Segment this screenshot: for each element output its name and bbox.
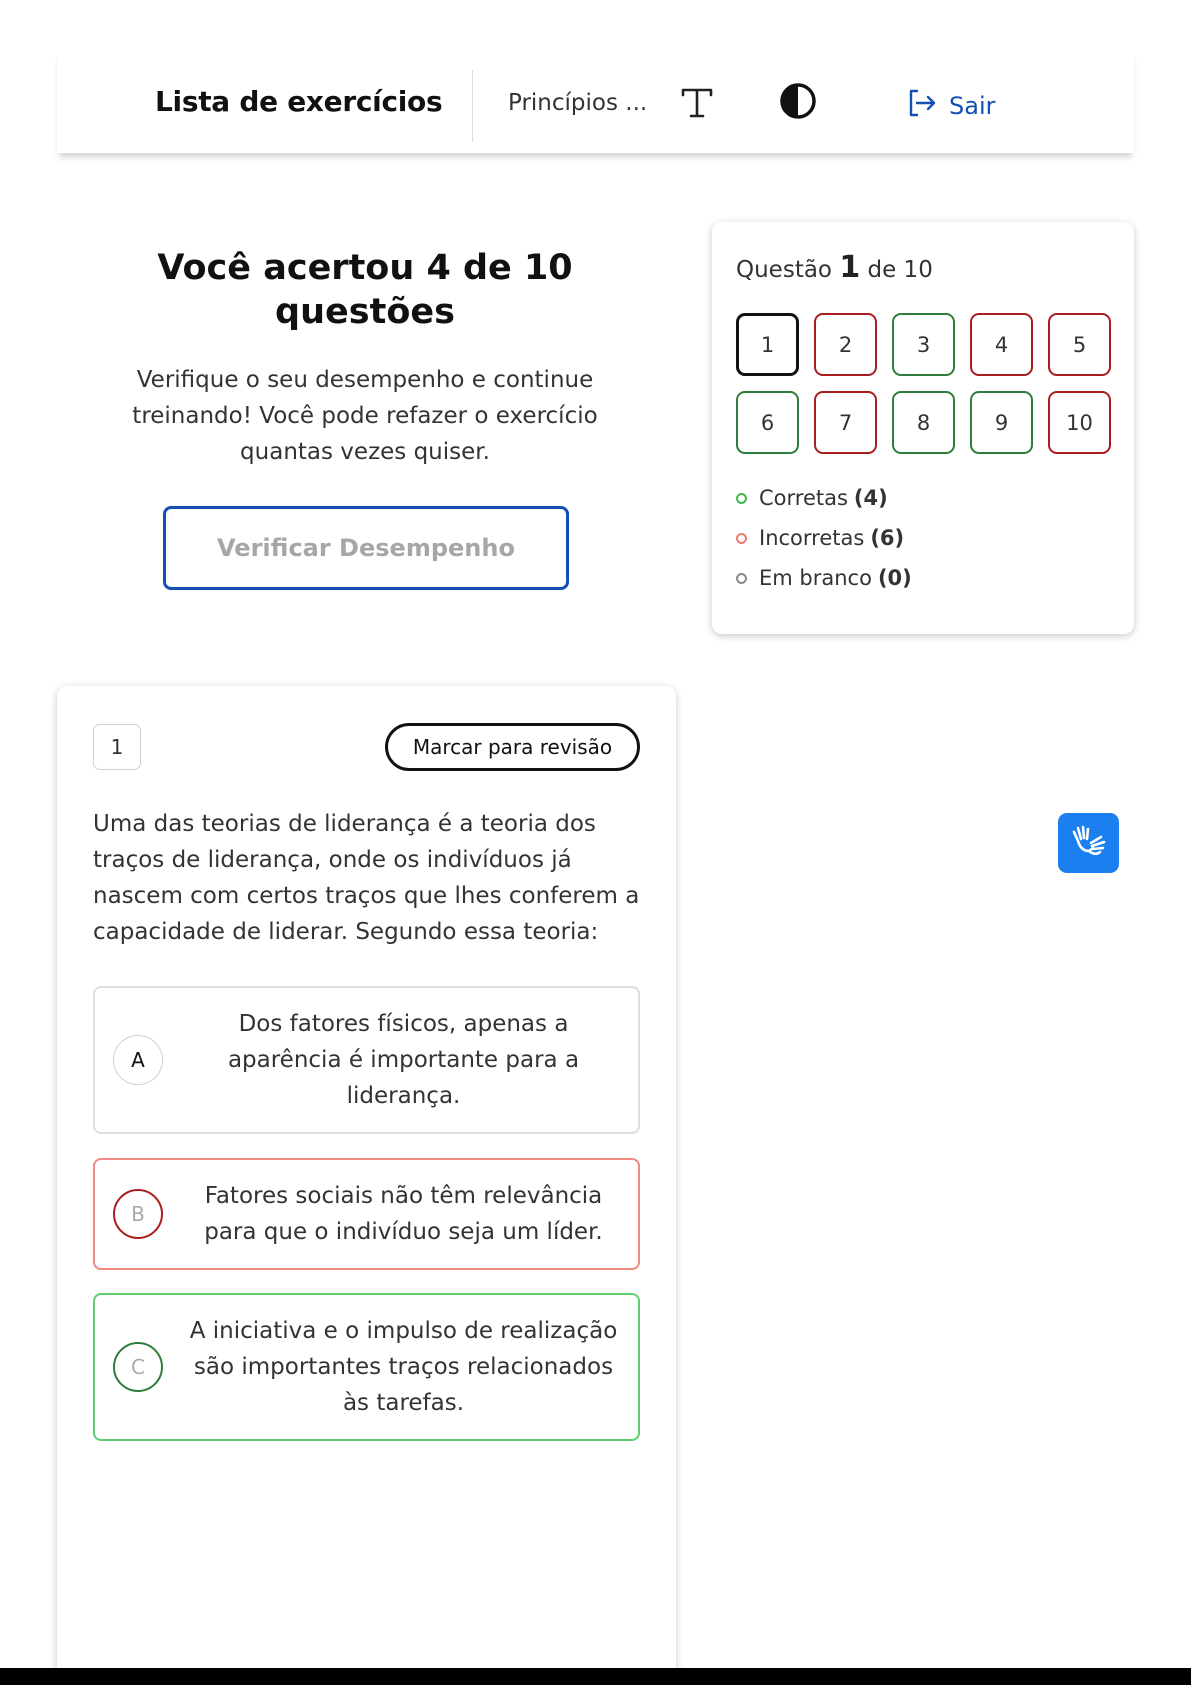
subject-name[interactable]: Princípios ... <box>508 90 648 116</box>
legend-count: (6) <box>870 526 905 550</box>
legend-count: (0) <box>877 566 912 590</box>
contrast-icon[interactable] <box>779 82 817 120</box>
navigator-current: 1 <box>839 250 861 285</box>
legend-label: Corretas <box>759 486 848 510</box>
question-button[interactable]: 1 <box>736 313 799 376</box>
sign-language-icon <box>1069 821 1109 865</box>
legend-incorrect <box>736 518 912 558</box>
option-text: Dos fatores físicos, apenas a aparência é importante para a liderança. <box>227 1011 580 1109</box>
text-size-icon[interactable] <box>680 82 714 122</box>
question-button[interactable]: 7 <box>814 391 877 454</box>
logout-icon <box>905 86 939 126</box>
option-letter: A <box>113 1035 163 1085</box>
verify-performance-button[interactable]: Verificar Desempenho <box>163 506 569 590</box>
legend-label: Em branco <box>759 566 872 590</box>
mark-review-button[interactable]: Marcar para revisão <box>385 723 640 771</box>
sign-language-button[interactable] <box>1058 813 1119 873</box>
question-button[interactable]: 6 <box>736 391 799 454</box>
question-button[interactable]: 2 <box>814 313 877 376</box>
option-text: Fatores sociais não têm relevância para que o indivíduo seja um líder. <box>204 1183 603 1245</box>
page-title: Lista de exercícios <box>155 85 443 118</box>
question-button[interactable]: 8 <box>892 391 955 454</box>
navigator-suffix: de 10 <box>867 257 933 283</box>
result-description: Verifique o seu desempenho e continue treinando! Você pode refazer o exercício quantas vezes quiser. <box>132 367 598 465</box>
bottom-bar <box>0 1668 1191 1685</box>
navigator-prefix: Questão <box>736 257 832 283</box>
option-letter: B <box>113 1189 163 1239</box>
legend-correct <box>736 478 912 518</box>
legend-dot <box>736 533 747 544</box>
legend-dot <box>736 493 747 504</box>
header-divider <box>472 70 473 142</box>
question-card <box>57 686 676 1685</box>
question-number-badge: 1 <box>93 724 141 770</box>
question-navigator <box>712 222 1134 634</box>
question-text: Uma das teorias de liderança é a teoria dos traços de liderança, onde os indivíduos já nascem com certos traços que lhes conferem a capacidade de liderar. Segundo essa teoria: <box>93 811 640 945</box>
legend-blank <box>736 558 912 598</box>
result-title: Você acertou 4 de 10 questões <box>157 248 573 332</box>
question-button[interactable]: 4 <box>970 313 1033 376</box>
top-header <box>57 52 1134 153</box>
answer-option-a[interactable] <box>93 986 640 1134</box>
question-button[interactable]: 10 <box>1048 391 1111 454</box>
logout-label: Sair <box>949 92 996 120</box>
option-text: A iniciativa e o impulso de realização são importantes traços relacionados às tarefas. <box>189 1318 618 1416</box>
logout-button[interactable] <box>905 86 995 126</box>
legend-dot <box>736 573 747 584</box>
question-button[interactable]: 9 <box>970 391 1033 454</box>
question-grid <box>736 313 1111 454</box>
question-button[interactable]: 5 <box>1048 313 1111 376</box>
navigator-heading <box>736 250 933 285</box>
question-button[interactable]: 3 <box>892 313 955 376</box>
status-legend <box>736 478 912 598</box>
option-letter: C <box>113 1342 163 1392</box>
legend-label: Incorretas <box>759 526 865 550</box>
answer-option-b[interactable] <box>93 1158 640 1270</box>
legend-count: (4) <box>853 486 888 510</box>
answer-option-c[interactable] <box>93 1293 640 1441</box>
